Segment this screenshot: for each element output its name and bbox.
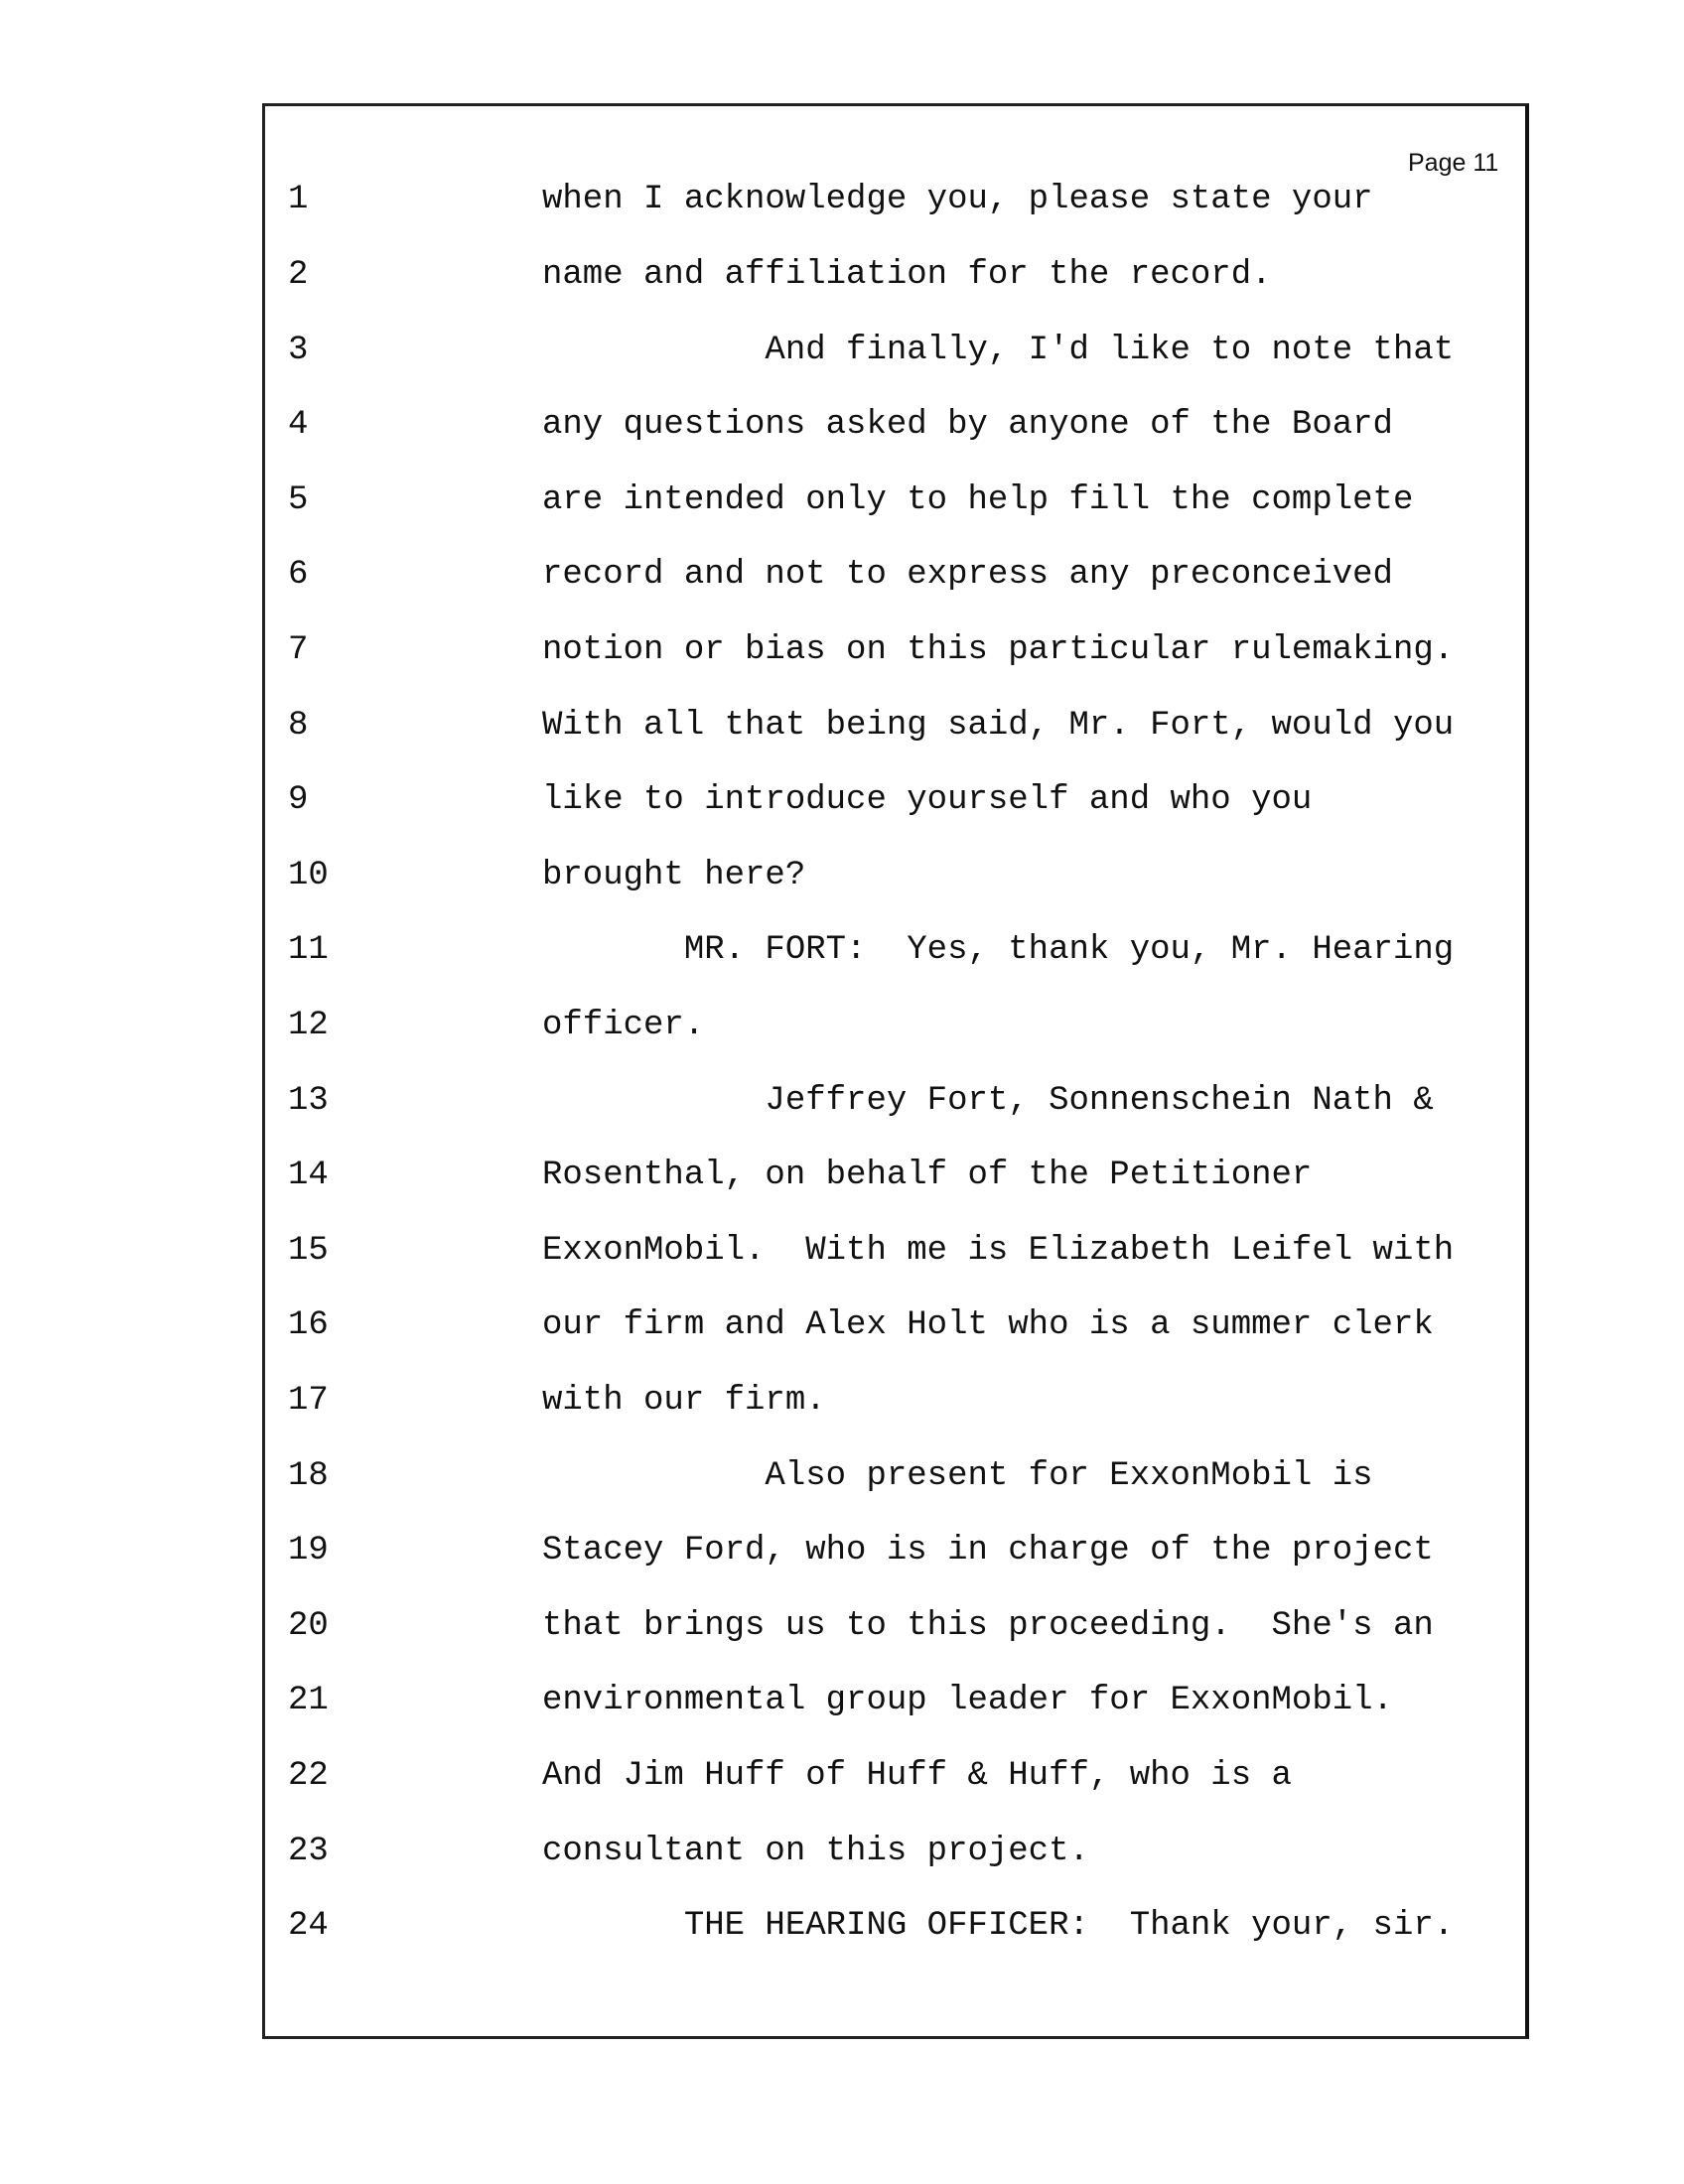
line-number: 11 [288, 931, 329, 969]
line-number: 23 [288, 1833, 329, 1870]
transcript-line [0, 630, 1684, 670]
line-text: our firm and Alex Holt who is a summer clerk [542, 1306, 1434, 1344]
line-text: any questions asked by anyone of the Board [542, 406, 1393, 444]
line-number: 2 [288, 256, 309, 294]
line-text: With all that being said, Mr. Fort, would you [542, 707, 1455, 745]
line-number: 1 [288, 181, 309, 218]
transcript-line [0, 1531, 1684, 1570]
line-number: 24 [288, 1907, 329, 1945]
line-text: when I acknowledge you, please state your [542, 181, 1373, 218]
transcript-line [0, 930, 1684, 970]
line-number: 17 [288, 1382, 329, 1420]
transcript-line [0, 1156, 1684, 1195]
line-number: 8 [288, 707, 309, 745]
line-text: like to introduce yourself and who you [542, 781, 1313, 819]
transcript-line [0, 1681, 1684, 1720]
transcript-line [0, 480, 1684, 520]
line-text: environmental group leader for ExxonMobil. [542, 1682, 1393, 1719]
line-text: Stacey Ford, who is in charge of the project [542, 1532, 1434, 1570]
transcript-line [0, 405, 1684, 445]
line-number: 5 [288, 481, 309, 519]
transcript-line [0, 1906, 1684, 1946]
transcript-line [0, 1456, 1684, 1496]
line-text: Jeffrey Fort, Sonnenschein Nath & [542, 1082, 1434, 1120]
transcript-line [0, 255, 1684, 295]
line-number: 18 [288, 1457, 329, 1495]
transcript-line [0, 1081, 1684, 1121]
line-text: And Jim Huff of Huff & Huff, who is a [542, 1757, 1292, 1795]
line-text: Rosenthal, on behalf of the Petitioner [542, 1157, 1313, 1194]
transcript-line [0, 1756, 1684, 1796]
transcript-line [0, 856, 1684, 895]
line-number: 7 [288, 631, 309, 669]
transcript-line [0, 706, 1684, 746]
line-number: 21 [288, 1682, 329, 1719]
line-text: are intended only to help fill the complete [542, 481, 1414, 519]
line-text: THE HEARING OFFICER: Thank your, sir. [542, 1907, 1455, 1945]
line-number: 12 [288, 1007, 329, 1044]
line-number: 10 [288, 857, 329, 894]
transcript-line [0, 331, 1684, 370]
line-text: brought here? [542, 857, 806, 894]
line-text: with our firm. [542, 1382, 826, 1420]
line-number: 14 [288, 1157, 329, 1194]
line-number: 20 [288, 1607, 329, 1645]
line-text: name and affiliation for the record. [542, 256, 1272, 294]
line-number: 3 [288, 332, 309, 369]
transcript-line [0, 1381, 1684, 1421]
page-number-label: Page 11 [1408, 149, 1499, 177]
line-number: 15 [288, 1232, 329, 1270]
line-text: record and not to express any preconceived [542, 556, 1393, 594]
transcript-line [0, 555, 1684, 595]
transcript-line [0, 1231, 1684, 1271]
line-number: 9 [288, 781, 309, 819]
line-number: 16 [288, 1306, 329, 1344]
transcript-line [0, 1832, 1684, 1871]
line-text: And finally, I'd like to note that [542, 332, 1455, 369]
transcript-page-border [262, 103, 1529, 2039]
transcript-line [0, 1606, 1684, 1646]
transcript-line [0, 1305, 1684, 1345]
line-number: 22 [288, 1757, 329, 1795]
line-text: MR. FORT: Yes, thank you, Mr. Hearing [542, 931, 1455, 969]
line-number: 6 [288, 556, 309, 594]
line-text: officer. [542, 1007, 705, 1044]
line-number: 19 [288, 1532, 329, 1570]
transcript-line [0, 180, 1684, 219]
transcript-line [0, 1006, 1684, 1045]
line-text: ExxonMobil. With me is Elizabeth Leifel with [542, 1232, 1455, 1270]
transcript-line [0, 780, 1684, 820]
line-text: consultant on this project. [542, 1833, 1089, 1870]
line-text: notion or bias on this particular rulemaking. [542, 631, 1455, 669]
line-number: 4 [288, 406, 309, 444]
line-text: Also present for ExxonMobil is [542, 1457, 1373, 1495]
line-text: that brings us to this proceeding. She's an [542, 1607, 1434, 1645]
line-number: 13 [288, 1082, 329, 1120]
